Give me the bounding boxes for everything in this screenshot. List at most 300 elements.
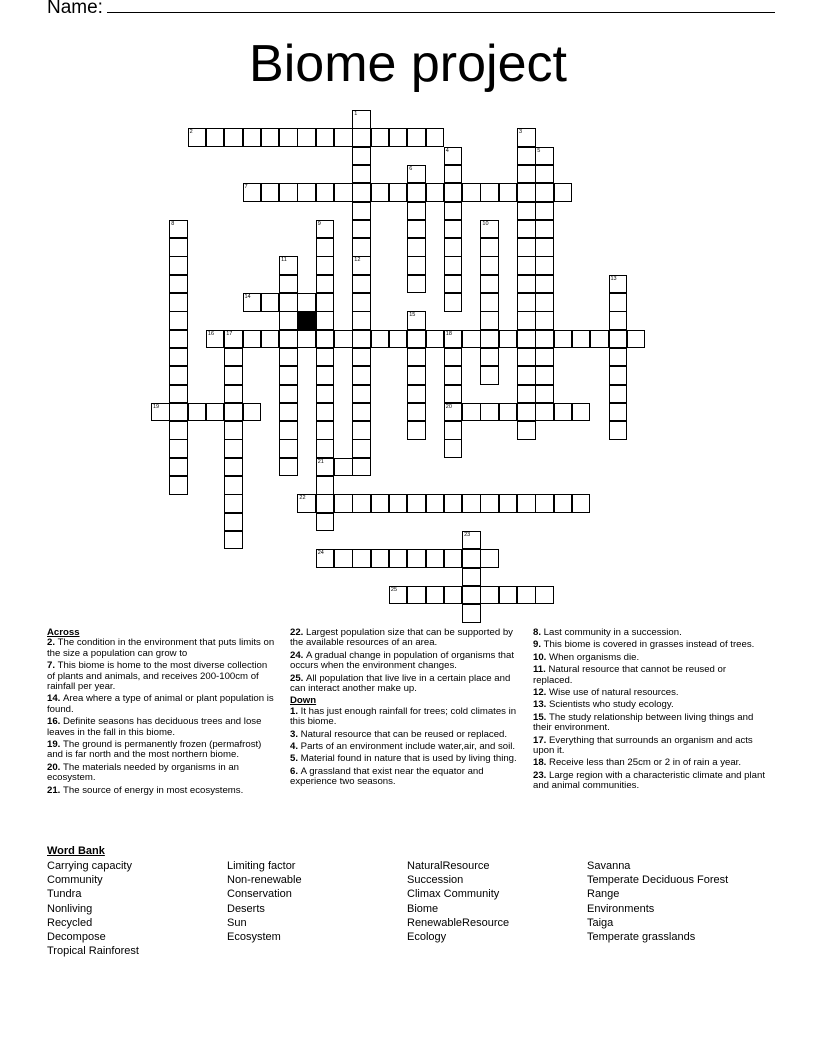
- crossword-cell[interactable]: [297, 494, 316, 513]
- crossword-cell[interactable]: [389, 330, 408, 349]
- crossword-cell[interactable]: [444, 549, 463, 568]
- crossword-cell[interactable]: [499, 586, 518, 605]
- crossword-cell[interactable]: [224, 330, 243, 349]
- word-bank-column: [227, 859, 302, 944]
- crossword-cell[interactable]: [334, 330, 353, 349]
- crossword-cell[interactable]: [407, 220, 426, 239]
- crossword-cell[interactable]: [316, 385, 335, 404]
- crossword-cell[interactable]: [407, 275, 426, 294]
- crossword-cell[interactable]: [480, 366, 499, 385]
- crossword-cell[interactable]: [334, 494, 353, 513]
- clue-number: 14.: [47, 693, 64, 705]
- crossword-cell[interactable]: [535, 293, 554, 312]
- crossword-cell[interactable]: [279, 439, 298, 458]
- crossword-cell[interactable]: [316, 366, 335, 385]
- word-bank-item: Deserts: [227, 902, 265, 915]
- crossword-cell[interactable]: [535, 494, 554, 513]
- crossword-cell[interactable]: [627, 330, 646, 349]
- crossword-cell[interactable]: [444, 147, 463, 166]
- crossword-cell[interactable]: [279, 128, 298, 147]
- crossword-cell[interactable]: [407, 348, 426, 367]
- crossword-cell[interactable]: [535, 275, 554, 294]
- crossword-cell[interactable]: [535, 385, 554, 404]
- crossword-cell[interactable]: [279, 348, 298, 367]
- crossword-cell[interactable]: [352, 220, 371, 239]
- crossword-cell[interactable]: [480, 183, 499, 202]
- clue-number: 6: [409, 165, 413, 172]
- crossword-cell[interactable]: [609, 366, 628, 385]
- crossword-cell[interactable]: [243, 293, 262, 312]
- word-bank-item: NaturalResource: [407, 860, 490, 872]
- crossword-cell[interactable]: [352, 330, 371, 349]
- crossword-cell[interactable]: [316, 421, 335, 440]
- clue-number: 3: [519, 129, 523, 136]
- crossword-cell[interactable]: [517, 147, 536, 166]
- crossword-cell[interactable]: [169, 439, 188, 458]
- crossword-cell[interactable]: [352, 311, 371, 330]
- crossword-cell[interactable]: [535, 586, 554, 605]
- clue-text: All population that live live in a certain place and can interact another make up.: [290, 672, 511, 695]
- crossword-cell[interactable]: [535, 311, 554, 330]
- crossword-cell[interactable]: [188, 128, 207, 147]
- crossword-cell[interactable]: [169, 256, 188, 275]
- word-bank-item: Climax Community: [407, 888, 500, 901]
- crossword-cell[interactable]: [535, 165, 554, 184]
- crossword-cell[interactable]: [480, 220, 499, 239]
- crossword-cell[interactable]: [352, 403, 371, 422]
- crossword-cell[interactable]: [480, 256, 499, 275]
- crossword-cell[interactable]: [480, 330, 499, 349]
- crossword-cell[interactable]: [407, 238, 426, 257]
- crossword-cell[interactable]: [407, 366, 426, 385]
- crossword-cell[interactable]: [279, 256, 298, 275]
- clue-number: 19: [153, 403, 160, 410]
- crossword-cell[interactable]: [352, 366, 371, 385]
- crossword-cell[interactable]: [407, 202, 426, 221]
- crossword-cell[interactable]: [279, 311, 298, 330]
- crossword-cell[interactable]: [407, 165, 426, 184]
- crossword-cell[interactable]: [407, 586, 426, 605]
- crossword-cell[interactable]: [517, 256, 536, 275]
- crossword-cell[interactable]: [243, 330, 262, 349]
- crossword-cell[interactable]: [572, 494, 591, 513]
- word-bank-item: Non-renewable: [227, 874, 302, 887]
- crossword-cell[interactable]: [279, 275, 298, 294]
- crossword-cell[interactable]: [169, 385, 188, 404]
- crossword-cell[interactable]: [462, 586, 481, 605]
- crossword-cell[interactable]: [169, 238, 188, 257]
- crossword-cell[interactable]: [316, 494, 335, 513]
- crossword-cell[interactable]: [407, 385, 426, 404]
- crossword-cell[interactable]: [609, 385, 628, 404]
- crossword-cell[interactable]: [554, 403, 573, 422]
- crossword-cell[interactable]: [279, 385, 298, 404]
- crossword-cell[interactable]: [352, 348, 371, 367]
- clue-number: 19.: [47, 739, 64, 751]
- crossword-cell[interactable]: [609, 403, 628, 422]
- crossword-cell[interactable]: [462, 568, 481, 587]
- crossword-cell[interactable]: [352, 275, 371, 294]
- clue-number: 2: [189, 129, 193, 136]
- crossword-cell[interactable]: [316, 458, 335, 477]
- crossword-cell[interactable]: [444, 183, 463, 202]
- crossword-cell[interactable]: [480, 311, 499, 330]
- word-bank-item: Carrying capacity: [47, 860, 132, 872]
- crossword-cell[interactable]: [444, 275, 463, 294]
- crossword-cell[interactable]: [169, 403, 188, 422]
- crossword-cell[interactable]: [517, 385, 536, 404]
- crossword-cell[interactable]: [188, 403, 207, 422]
- crossword-cell[interactable]: [279, 403, 298, 422]
- clue-text: The condition in the environment that puts limits on the size a population can grow to: [47, 637, 275, 659]
- crossword-cell[interactable]: [316, 128, 335, 147]
- crossword-cell[interactable]: [480, 275, 499, 294]
- crossword-cell[interactable]: [517, 421, 536, 440]
- crossword-cell[interactable]: [407, 549, 426, 568]
- clue-number: 5.: [290, 753, 301, 765]
- crossword-cell[interactable]: [224, 421, 243, 440]
- crossword-cell[interactable]: [169, 348, 188, 367]
- crossword-cell[interactable]: [517, 330, 536, 349]
- clue-text: A grassland that exist near the equator and experience two seasons.: [290, 765, 484, 788]
- crossword-cell[interactable]: [169, 458, 188, 477]
- crossword-cell[interactable]: [407, 183, 426, 202]
- clue-number: 8: [171, 220, 175, 227]
- crossword-cell[interactable]: [535, 256, 554, 275]
- crossword-cell[interactable]: [279, 366, 298, 385]
- crossword-cell[interactable]: [316, 476, 335, 495]
- crossword-cell[interactable]: [316, 183, 335, 202]
- crossword-cell[interactable]: [535, 183, 554, 202]
- crossword-cell[interactable]: [444, 348, 463, 367]
- crossword-cell[interactable]: [517, 311, 536, 330]
- crossword-cell[interactable]: [480, 494, 499, 513]
- crossword-cell[interactable]: [389, 549, 408, 568]
- clue-number: 7.: [47, 660, 58, 672]
- crossword-cell[interactable]: [609, 348, 628, 367]
- crossword-cell[interactable]: [316, 275, 335, 294]
- crossword-cell[interactable]: [535, 330, 554, 349]
- clue-text: The study relationship between living things and their environment.: [533, 711, 754, 734]
- crossword-cell[interactable]: [407, 494, 426, 513]
- crossword-cell[interactable]: [444, 256, 463, 275]
- crossword-cell[interactable]: [352, 147, 371, 166]
- crossword-cell[interactable]: [352, 165, 371, 184]
- crossword-cell[interactable]: [462, 494, 481, 513]
- crossword-cell[interactable]: [169, 311, 188, 330]
- clue-number: 25.: [290, 672, 307, 684]
- crossword-cell[interactable]: [426, 586, 445, 605]
- word-bank-item: Tundra: [47, 888, 82, 901]
- crossword-cell[interactable]: [389, 494, 408, 513]
- crossword-cell[interactable]: [426, 183, 445, 202]
- clue: [47, 638, 277, 659]
- crossword-cell[interactable]: [609, 293, 628, 312]
- crossword-cell[interactable]: [535, 366, 554, 385]
- crossword-cell[interactable]: [517, 202, 536, 221]
- crossword-cell[interactable]: [444, 202, 463, 221]
- word-bank-item: Taiga: [587, 916, 614, 929]
- crossword-cell[interactable]: [444, 238, 463, 257]
- clue: [47, 763, 277, 784]
- clue-number: 21.: [47, 784, 64, 796]
- crossword-cell[interactable]: [517, 586, 536, 605]
- crossword-cell[interactable]: [499, 403, 518, 422]
- crossword-cell[interactable]: [243, 403, 262, 422]
- crossword-cell[interactable]: [352, 202, 371, 221]
- crossword-cell[interactable]: [352, 439, 371, 458]
- crossword-cell[interactable]: [462, 549, 481, 568]
- crossword-cell[interactable]: [334, 458, 353, 477]
- clue-number: 8.: [533, 627, 544, 638]
- crossword-cell[interactable]: [517, 348, 536, 367]
- crossword-cell[interactable]: [316, 549, 335, 568]
- crossword-cell[interactable]: [169, 330, 188, 349]
- crossword-cell[interactable]: [279, 183, 298, 202]
- crossword-cell[interactable]: [517, 238, 536, 257]
- crossword-cell[interactable]: [316, 238, 335, 257]
- clue: [533, 628, 768, 638]
- crossword-cell[interactable]: [444, 421, 463, 440]
- crossword-cell[interactable]: [462, 604, 481, 623]
- crossword-cell[interactable]: [352, 256, 371, 275]
- crossword-cell[interactable]: [316, 256, 335, 275]
- word-bank-item: Nonliving: [47, 902, 93, 915]
- crossword-cell[interactable]: [554, 494, 573, 513]
- crossword-cell[interactable]: [297, 330, 316, 349]
- word-bank-item: Range: [587, 888, 620, 901]
- crossword-cell[interactable]: [535, 238, 554, 257]
- crossword-cell[interactable]: [426, 494, 445, 513]
- crossword-cell[interactable]: [261, 183, 280, 202]
- crossword-cell[interactable]: [316, 403, 335, 422]
- clue-number: 22.: [290, 627, 307, 638]
- crossword-cell[interactable]: [444, 165, 463, 184]
- crossword-cell[interactable]: [535, 202, 554, 221]
- clue: [290, 628, 520, 649]
- crossword-cell[interactable]: [334, 549, 353, 568]
- crossword-cell[interactable]: [352, 494, 371, 513]
- clue-number: 23.: [533, 769, 550, 781]
- crossword-cell[interactable]: [590, 330, 609, 349]
- crossword-cell[interactable]: [480, 238, 499, 257]
- crossword-cell[interactable]: [261, 128, 280, 147]
- crossword-cell[interactable]: [279, 293, 298, 312]
- crossword-cell[interactable]: [371, 128, 390, 147]
- crossword-cell[interactable]: [224, 439, 243, 458]
- crossword-cell[interactable]: [206, 330, 225, 349]
- crossword-cell[interactable]: [535, 147, 554, 166]
- crossword-cell[interactable]: [352, 458, 371, 477]
- word-bank-item: Sun: [227, 916, 247, 929]
- crossword-cell[interactable]: [316, 220, 335, 239]
- crossword-cell[interactable]: [352, 421, 371, 440]
- clues-column-2: [290, 628, 520, 790]
- crossword-cell[interactable]: [206, 403, 225, 422]
- clue-number: 12: [354, 257, 361, 264]
- crossword-cell[interactable]: [169, 275, 188, 294]
- crossword-cell[interactable]: [352, 183, 371, 202]
- across-header: Across: [47, 627, 80, 638]
- clue: [533, 653, 768, 663]
- crossword-cell[interactable]: [334, 128, 353, 147]
- crossword-cell[interactable]: [444, 293, 463, 312]
- crossword-cell[interactable]: [261, 330, 280, 349]
- crossword-cell[interactable]: [407, 311, 426, 330]
- crossword-cell[interactable]: [444, 403, 463, 422]
- crossword-cell[interactable]: [462, 330, 481, 349]
- crossword-cell[interactable]: [352, 385, 371, 404]
- clue: [47, 740, 277, 761]
- crossword-cell[interactable]: [572, 403, 591, 422]
- crossword-cell[interactable]: [535, 348, 554, 367]
- crossword-cell[interactable]: [389, 586, 408, 605]
- crossword-cell[interactable]: [480, 348, 499, 367]
- clue: [533, 700, 768, 710]
- crossword-cell[interactable]: [279, 421, 298, 440]
- crossword-cell[interactable]: [554, 183, 573, 202]
- crossword-cell[interactable]: [517, 275, 536, 294]
- crossword-cell[interactable]: [444, 494, 463, 513]
- crossword-cell[interactable]: [517, 165, 536, 184]
- word-bank-item: Decompose: [47, 931, 106, 944]
- crossword-cell[interactable]: [444, 439, 463, 458]
- crossword-cell[interactable]: [169, 421, 188, 440]
- crossword-cell[interactable]: [371, 549, 390, 568]
- clue-number: 16.: [47, 716, 64, 728]
- crossword-cell[interactable]: [426, 128, 445, 147]
- crossword-cell[interactable]: [279, 458, 298, 477]
- crossword-cell[interactable]: [224, 385, 243, 404]
- crossword-cell[interactable]: [243, 128, 262, 147]
- crossword-cell[interactable]: [499, 494, 518, 513]
- crossword-cell[interactable]: [517, 128, 536, 147]
- crossword-cell[interactable]: [517, 220, 536, 239]
- crossword-cell[interactable]: [224, 366, 243, 385]
- crossword-cell[interactable]: [371, 494, 390, 513]
- crossword-cell[interactable]: [444, 220, 463, 239]
- crossword-cell[interactable]: [517, 183, 536, 202]
- crossword-cell[interactable]: [480, 586, 499, 605]
- crossword-cell[interactable]: [224, 494, 243, 513]
- crossword-cell[interactable]: [224, 403, 243, 422]
- crossword-cell[interactable]: [480, 549, 499, 568]
- crossword-cell[interactable]: [334, 183, 353, 202]
- crossword-cell[interactable]: [444, 366, 463, 385]
- clue-text: Scientists who study ecology.: [549, 699, 674, 711]
- crossword-cell[interactable]: [535, 220, 554, 239]
- crossword-cell[interactable]: [462, 403, 481, 422]
- crossword-cell[interactable]: [407, 128, 426, 147]
- clue-text: A gradual change in population of organisms that occurs when the environment changes.: [290, 649, 515, 672]
- crossword-cell[interactable]: [517, 293, 536, 312]
- clue-number: 17.: [533, 734, 550, 746]
- crossword-cell[interactable]: [316, 348, 335, 367]
- crossword-cell[interactable]: [444, 385, 463, 404]
- crossword-cell[interactable]: [407, 403, 426, 422]
- crossword-cell[interactable]: [169, 220, 188, 239]
- clue-number: 9.: [533, 639, 544, 651]
- crossword-cell[interactable]: [389, 128, 408, 147]
- crossword-cell[interactable]: [462, 183, 481, 202]
- crossword-cell[interactable]: [554, 330, 573, 349]
- crossword-cell[interactable]: [316, 330, 335, 349]
- crossword-cell[interactable]: [224, 531, 243, 550]
- clue-text: This biome is home to the most diverse collection of plants and animals, and receives 200-100cm of rainfall per year.: [47, 660, 268, 693]
- crossword-cell[interactable]: [224, 476, 243, 495]
- crossword-cell[interactable]: [426, 330, 445, 349]
- crossword-cell[interactable]: [224, 513, 243, 532]
- crossword-cell[interactable]: [407, 421, 426, 440]
- word-bank-item: Tropical Rainforest: [47, 945, 139, 958]
- crossword-cell[interactable]: [535, 403, 554, 422]
- crossword-cell[interactable]: [371, 183, 390, 202]
- crossword-cell[interactable]: [462, 531, 481, 550]
- crossword-cell[interactable]: [572, 330, 591, 349]
- crossword-cell[interactable]: [352, 128, 371, 147]
- crossword-cell[interactable]: [609, 421, 628, 440]
- word-bank-item: Temperate grasslands: [587, 931, 696, 944]
- crossword-cell[interactable]: [316, 513, 335, 532]
- crossword-cell[interactable]: [169, 366, 188, 385]
- crossword-cell[interactable]: [206, 128, 225, 147]
- crossword-cell[interactable]: [499, 183, 518, 202]
- crossword-cell[interactable]: [224, 348, 243, 367]
- crossword-cell[interactable]: [151, 403, 170, 422]
- crossword-cell[interactable]: [169, 293, 188, 312]
- crossword-cell[interactable]: [224, 128, 243, 147]
- crossword-cell[interactable]: [279, 330, 298, 349]
- crossword-cell[interactable]: [499, 330, 518, 349]
- crossword-cell[interactable]: [480, 293, 499, 312]
- crossword-cell[interactable]: [426, 549, 445, 568]
- clue-text: Receive less than 25cm or 2 in of rain a year.: [549, 757, 741, 769]
- crossword-cell[interactable]: [389, 183, 408, 202]
- crossword-cell[interactable]: [261, 293, 280, 312]
- clue-number: 2.: [47, 637, 58, 649]
- crossword-cell[interactable]: [316, 311, 335, 330]
- crossword-cell[interactable]: [609, 275, 628, 294]
- crossword-cell[interactable]: [352, 238, 371, 257]
- crossword-cell[interactable]: [517, 403, 536, 422]
- clue-text: Large region with a characteristic climate and plant and animal communities.: [533, 769, 765, 792]
- crossword-cell[interactable]: [352, 110, 371, 129]
- crossword-cell[interactable]: [243, 183, 262, 202]
- clue-number: 4: [445, 147, 449, 154]
- crossword-cell[interactable]: [352, 293, 371, 312]
- crossword-cell[interactable]: [352, 549, 371, 568]
- crossword-cell[interactable]: [517, 366, 536, 385]
- crossword-cell[interactable]: [316, 293, 335, 312]
- crossword-cell[interactable]: [480, 403, 499, 422]
- crossword-cell[interactable]: [224, 458, 243, 477]
- crossword-cell[interactable]: [407, 330, 426, 349]
- crossword-cell[interactable]: [609, 311, 628, 330]
- crossword-cell[interactable]: [609, 330, 628, 349]
- crossword-cell[interactable]: [297, 183, 316, 202]
- crossword-cell[interactable]: [297, 293, 316, 312]
- crossword-cell[interactable]: [316, 439, 335, 458]
- crossword-cell[interactable]: [297, 128, 316, 147]
- crossword-cell[interactable]: [444, 586, 463, 605]
- clue: [47, 786, 277, 796]
- crossword-cell[interactable]: [371, 330, 390, 349]
- crossword-cell[interactable]: [517, 494, 536, 513]
- clue-number: 16: [207, 330, 215, 337]
- crossword-cell[interactable]: [407, 256, 426, 275]
- crossword-cell[interactable]: [169, 476, 188, 495]
- crossword-cell[interactable]: [444, 330, 463, 349]
